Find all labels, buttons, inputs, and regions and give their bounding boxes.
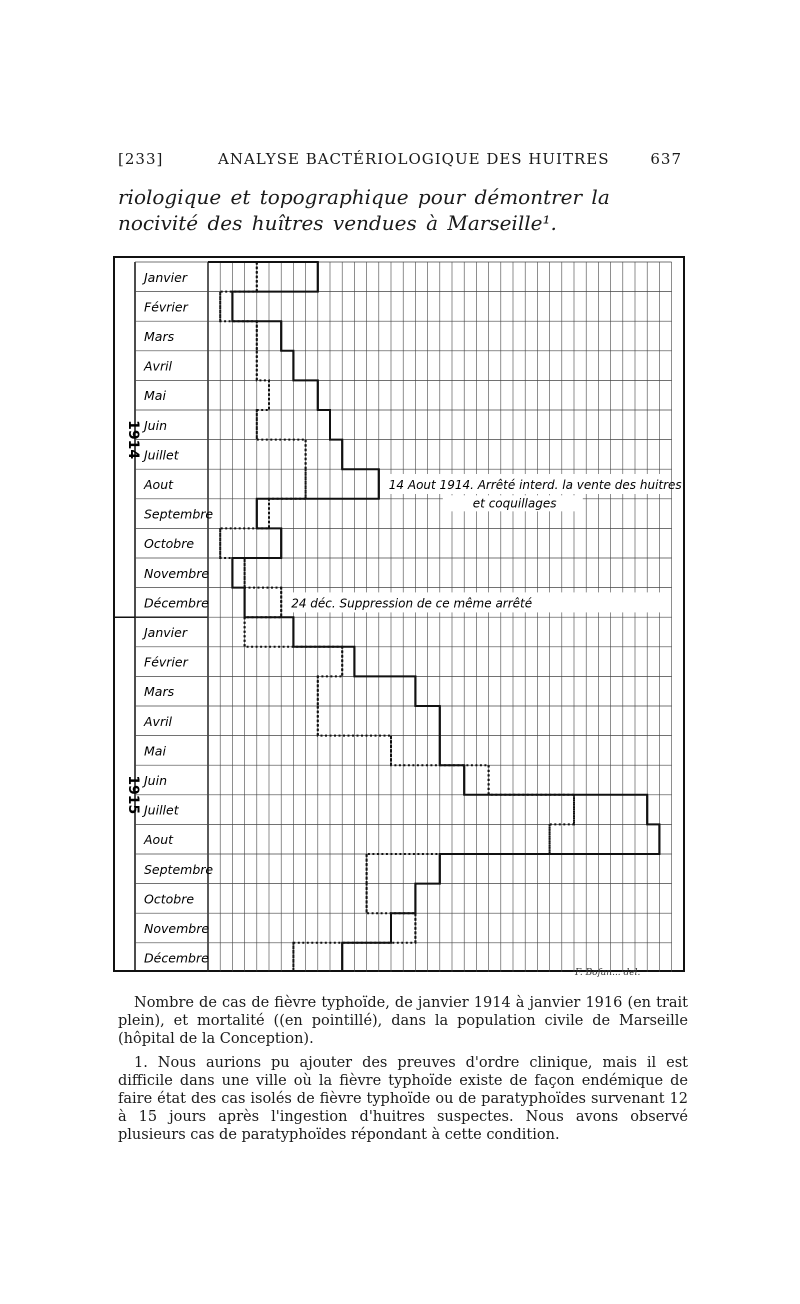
month-label: Octobre xyxy=(144,891,195,907)
month-label: Mars xyxy=(144,329,175,344)
month-label: Juin xyxy=(144,773,168,788)
month-label: Avril xyxy=(144,358,173,374)
month-label: Février xyxy=(144,654,188,670)
month-label: Novembre xyxy=(144,565,210,581)
month-label: Décembre xyxy=(144,950,209,966)
month-label: Octobre xyxy=(144,536,195,552)
month-label: Juillet xyxy=(144,447,179,463)
month-label: Aout xyxy=(144,832,174,848)
month-label: Septembre xyxy=(144,861,214,877)
month-label: Décembre xyxy=(144,595,209,611)
page-number-left: [233] xyxy=(118,150,164,168)
annotation-text: 14 Aout 1914. Arrêté interd. la vente des huitres xyxy=(388,478,682,492)
intro-text: riologique et topographique pour démontrer la nocivité des huîtres vendues à Marseille¹. xyxy=(118,185,610,235)
engraver-signature: F. Bofan... del. xyxy=(575,968,641,978)
page-number-right: 637 xyxy=(650,150,682,168)
month-label: Novembre xyxy=(144,921,210,936)
month-label: Avril xyxy=(144,713,173,729)
year-label: 1915 xyxy=(125,775,141,815)
month-label: Février xyxy=(144,299,188,315)
typhoid-chart xyxy=(113,256,685,972)
year-label: 1914 xyxy=(125,420,141,460)
footnote: 1. Nous aurions pu ajouter des preuves d'ordre clinique, mais il est difficile dans une ville où la fièvre typhoïde existe de façon endémique de faire état des cas isolés de fièvre typhoïde ou de paratyphoïdes survenant 12 à 15 jours après l'ingestion d'huitres suspectes. Nous avons observé plusieurs cas de paratyphoïdes répondant à cette condition. xyxy=(118,1055,688,1143)
month-label: Janvier xyxy=(144,625,187,640)
month-label: Septembre xyxy=(144,506,214,522)
running-title: ANALYSE BACTÉRIOLOGIQUE DES HUITRES xyxy=(218,150,610,168)
month-label: Mai xyxy=(144,388,166,404)
figure-caption: Nombre de cas de fièvre typhoïde, de janvier 1914 à janvier 1916 (en trait plein), et mortalité ((en pointillé), dans la population civile de Marseille (hôpital de la Conception). xyxy=(118,995,688,1047)
annotation-text-line2: et coquillages xyxy=(472,496,557,511)
month-label: Janvier xyxy=(144,269,187,285)
month-label: Aout xyxy=(144,477,174,492)
running-header xyxy=(118,150,682,174)
month-label: Mai xyxy=(144,743,166,759)
month-label: Juillet xyxy=(144,802,179,818)
month-label: Juin xyxy=(144,417,168,433)
month-label: Mars xyxy=(144,684,175,700)
annotation-text: 24 déc. Suppression de ce même arrêté xyxy=(291,596,533,611)
